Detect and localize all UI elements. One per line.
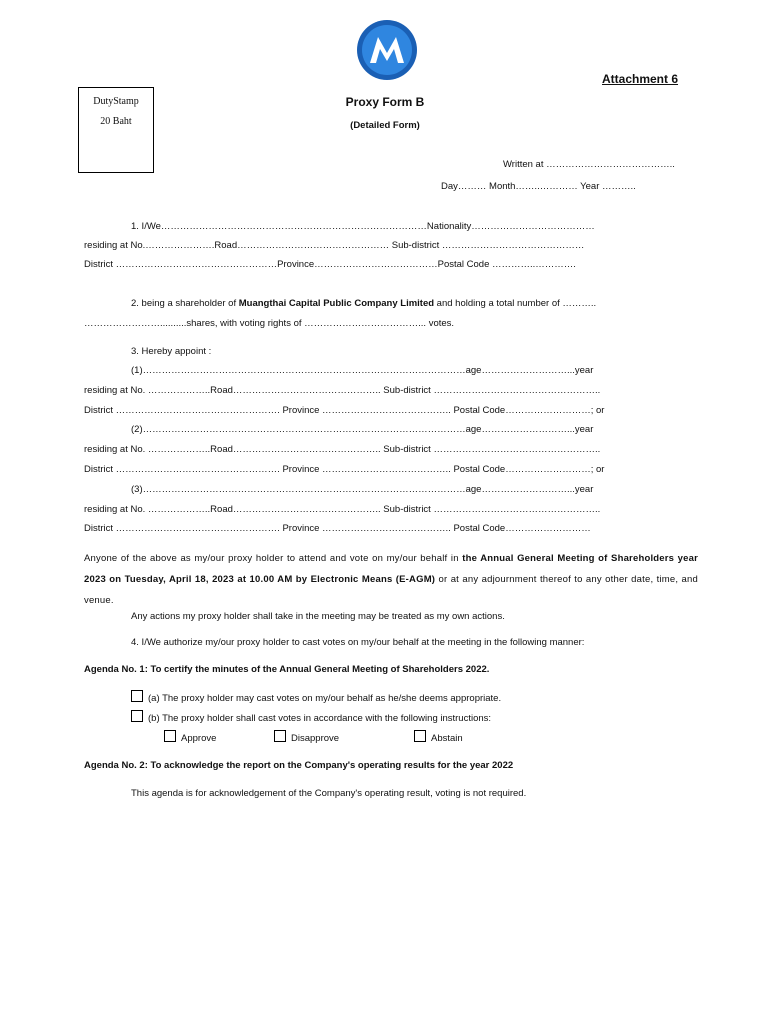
- option-b-label: (b) The proxy holder shall cast votes in accordance with the following instructions:: [148, 713, 492, 724]
- shareholding-text-post: and holding a total number of ………..: [434, 298, 597, 309]
- disapprove-checkbox[interactable]: [274, 730, 286, 742]
- proxy-1-address-field[interactable]: residing at No. ………………..Road……………………………………….. Sub-district ……………………………………………..: [84, 385, 601, 396]
- appoint-heading: 3. Hereby appoint :: [131, 346, 212, 357]
- proxy-2-name-field[interactable]: (2)…………………………………………………………………………………………age………………………...year: [131, 424, 594, 435]
- abstain-option[interactable]: [414, 730, 463, 744]
- meeting-text-post: or at any adjournment thereof to any other date, time, and venue.: [84, 574, 699, 606]
- shareholder-district-field[interactable]: District ……………………………………………Province…………………………………Postal Code …………..………….: [84, 259, 576, 270]
- proxy-2-district-field[interactable]: District ……………………………………………. Province ………………………………….. Postal Code………………………; or: [84, 464, 605, 475]
- agenda-1-option-a[interactable]: [131, 690, 501, 704]
- shareholder-name-field[interactable]: 1. I/We…………………………………………………………………………Nationality…………………………………: [131, 221, 595, 232]
- stamp-label: DutyStamp: [93, 96, 139, 107]
- company-logo-icon: [356, 19, 418, 81]
- shareholding-line: [131, 298, 596, 309]
- proxy-1-name-field[interactable]: (1)…………………………………………………………………………………………age………………………...year: [131, 365, 594, 376]
- stamp-amount: 20 Baht: [100, 116, 132, 127]
- form-title: Proxy Form B: [345, 95, 425, 109]
- disapprove-option[interactable]: [274, 730, 339, 744]
- attachment-label: Attachment 6: [602, 72, 679, 86]
- shareholder-address-field[interactable]: residing at No.………………….Road………………………………………… Sub-district ………………………………………: [84, 240, 585, 251]
- approve-option[interactable]: [164, 730, 216, 744]
- agenda-1-option-b[interactable]: [131, 710, 491, 724]
- agenda-2-note: This agenda is for acknowledgement of the Company's operating result, voting is not required.: [131, 788, 527, 799]
- authorize-statement: 4. I/We authorize my/our proxy holder to cast votes on my/our behalf at the meeting in the following manner:: [131, 637, 585, 648]
- proxy-3-name-field[interactable]: (3)…………………………………………………………………………………………age………………………...year: [131, 484, 594, 495]
- option-a-checkbox[interactable]: [131, 690, 143, 702]
- date-field[interactable]: Day……… Month……..………… Year ………..: [441, 181, 636, 192]
- proxy-3-district-field[interactable]: District ……………………………………………. Province ………………………………….. Postal Code………………………: [84, 523, 591, 534]
- approve-label: Approve: [181, 733, 217, 744]
- proxy-2-address-field[interactable]: residing at No. ………………..Road……………………………………….. Sub-district ……………………………………………..: [84, 444, 601, 455]
- agenda-1-title: Agenda No. 1: To certify the minutes of the Annual General Meeting of Shareholders 2022.: [84, 664, 490, 675]
- proxy-actions-statement: Any actions my proxy holder shall take in the meeting may be treated as my own actions.: [131, 611, 505, 622]
- abstain-label: Abstain: [431, 733, 463, 744]
- company-name: Muangthai Capital Public Company Limited: [238, 298, 435, 309]
- shares-votes-field[interactable]: ……………………..........shares, with voting rights of ………………………………... votes.: [84, 318, 455, 329]
- approve-checkbox[interactable]: [164, 730, 176, 742]
- meeting-paragraph: [84, 548, 698, 611]
- option-b-checkbox[interactable]: [131, 710, 143, 722]
- proxy-3-address-field[interactable]: residing at No. ………………..Road……………………………………….. Sub-district ……………………………………………..: [84, 504, 601, 515]
- disapprove-label: Disapprove: [291, 733, 340, 744]
- option-a-label: (a) The proxy holder may cast votes on my/our behalf as he/she deems appropriate.: [148, 693, 502, 704]
- meeting-details: the Annual General Meeting of Shareholders year 2023 on Tuesday, April 18, 2023 at 10.00 AM by Electronic Means (E-AGM): [84, 553, 699, 585]
- proxy-1-district-field[interactable]: District ……………………………………………. Province ………………………………….. Postal Code………………………; or: [84, 405, 605, 416]
- meeting-text-pre: Anyone of the above as my/our proxy holder to attend and vote on my/our behalf in: [84, 553, 463, 564]
- shareholding-text-pre: 2. being a shareholder of: [131, 298, 239, 309]
- form-subtitle: (Detailed Form): [350, 120, 420, 131]
- written-at-field[interactable]: Written at …………………………………..: [503, 159, 675, 170]
- abstain-checkbox[interactable]: [414, 730, 426, 742]
- agenda-2-title: Agenda No. 2: To acknowledge the report on the Company's operating results for the year 2022: [84, 760, 514, 771]
